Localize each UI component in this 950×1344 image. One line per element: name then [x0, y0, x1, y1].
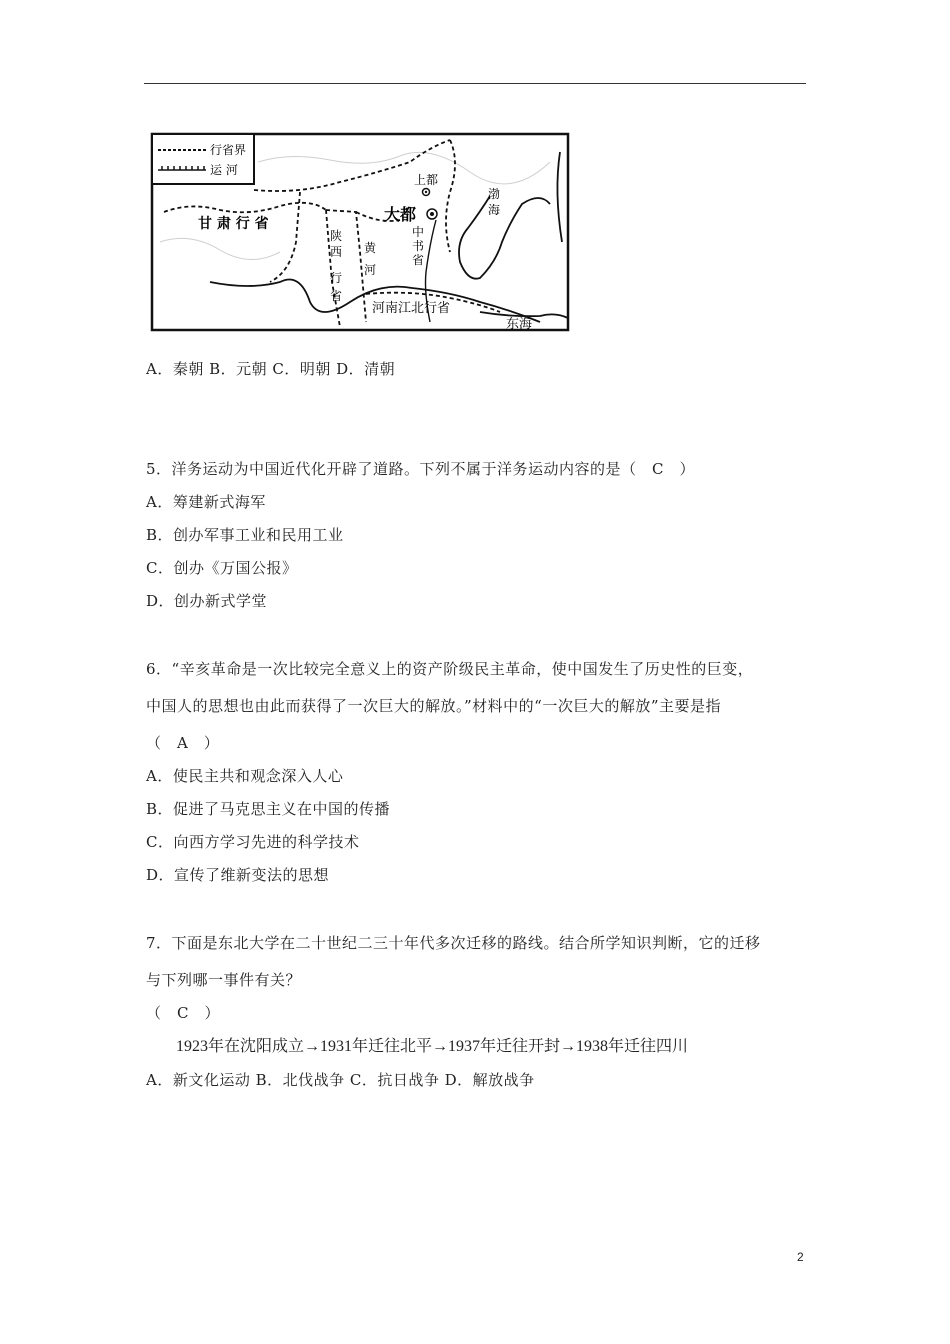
q5-option-a: A．筹建新式海军 [146, 493, 266, 511]
legend-province-border: 行省界 [210, 143, 247, 157]
q7-stem-line1: 7．下面是东北大学在二十世纪二三十年代多次迁移的路线。结合所学知识判断，它的迁移 [146, 934, 761, 952]
label-shaanxi-4: 省 [330, 289, 343, 303]
yuan-dynasty-map [150, 132, 570, 332]
label-bohai-2: 海 [488, 203, 501, 217]
label-shaanxi-3: 行 [330, 271, 343, 285]
label-gansu: 甘 肃 行 省 [198, 216, 269, 232]
label-zhongshu-1: 中 [412, 225, 425, 239]
q5-stem: 5．洋务运动为中国近代化开辟了道路。下列不属于洋务运动内容的是（ C ） [146, 460, 696, 478]
label-huanghe-1: 黄 [364, 241, 377, 255]
q5-option-d: D．创办新式学堂 [146, 592, 268, 610]
label-dadu: 大都 [384, 205, 417, 224]
q6-option-b: B．促进了马克思主义在中国的传播 [146, 800, 391, 818]
label-henan: 河南江北行省 [372, 301, 451, 316]
q7-route: 1923年在沈阳成立→1931年迁往北平→1937年迁往开封→1938年迁往四川 [176, 1038, 689, 1055]
q6-option-d: D．宣传了维新变法的思想 [146, 866, 330, 884]
q5-option-b: B．创办军事工业和民用工业 [146, 526, 344, 544]
q7-stem-line2: 与下列哪一事件有关？ [146, 971, 302, 989]
q7-answer: （ C ） [146, 1004, 220, 1022]
q5-option-c: C．创办《万国公报》 [146, 559, 298, 577]
label-zhongshu-3: 省 [412, 253, 425, 267]
label-shaanxi-1: 陕 [330, 229, 343, 243]
label-zhongshu-2: 书 [412, 239, 425, 253]
q6-option-c: C．向西方学习先进的科学技术 [146, 833, 360, 851]
legend-canal: 运 河 [210, 163, 238, 177]
q6-option-a: A．使民主共和观念深入人心 [146, 767, 344, 785]
page-number: 2 [797, 1250, 804, 1264]
label-shangdu: 上都 [414, 173, 439, 187]
q6-stem-line2: 中国人的思想也由此而获得了一次巨大的解放。”材料中的“一次巨大的解放”主要是指 [146, 697, 722, 715]
q6-answer: （ A ） [146, 734, 220, 752]
label-donghai: 东海 [506, 317, 533, 332]
label-shaanxi-2: 西 [330, 245, 343, 259]
q4-options: A．秦朝 B．元朝 C．明朝 D．清朝 [146, 360, 396, 378]
label-bohai-1: 渤 [488, 187, 501, 201]
q7-options: A．新文化运动 B．北伐战争 C．抗日战争 D．解放战争 [146, 1071, 535, 1089]
q6-stem-line1: 6．“辛亥革命是一次比较完全意义上的资产阶级民主革命，使中国发生了历史性的巨变， [146, 660, 754, 678]
label-huanghe-2: 河 [364, 263, 377, 277]
header-rule [144, 83, 806, 84]
